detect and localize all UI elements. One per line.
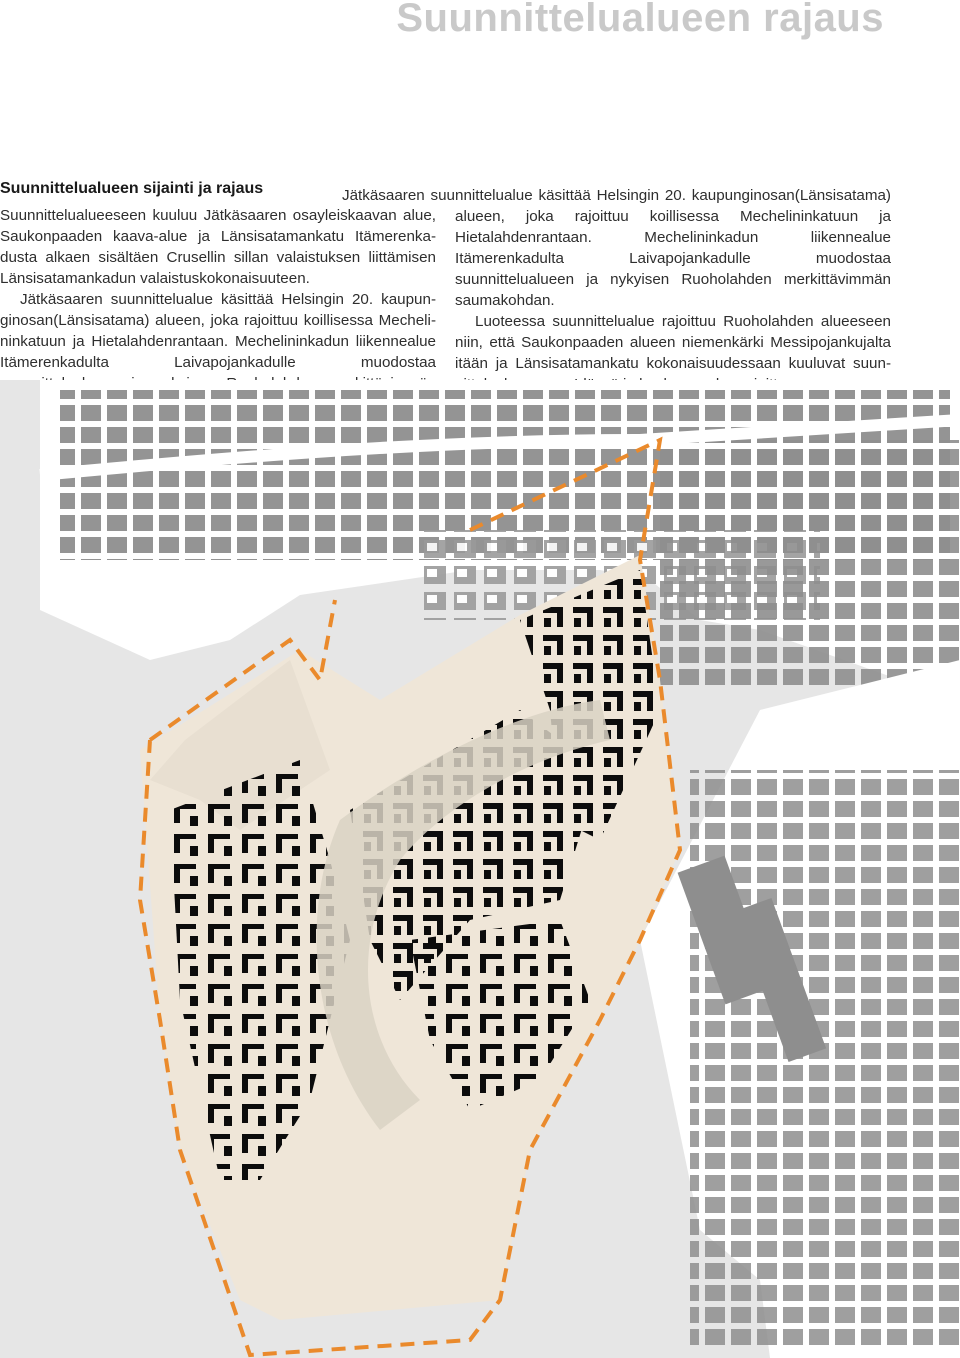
section-heading: Suunnittelualueen sijainti ja rajaus	[0, 180, 264, 197]
text-column-right	[342, 185, 891, 395]
paragraph-1: Suunnittelualueeseen kuuluu Jätkäsaaren osayleiskaavan alue, Saukonpaaden kaava-alue ja Länsisatamankatu Itämerenkadusta alkaen sisältäen Crusellin sillan valaistuksen liittämisen Länsisatamankadun valaistuskokonaisuuteen.	[0, 207, 436, 287]
paragraph-2: Jätkäsaaren suunnittelualue käsittää Helsingin 20. kaupunginosan(Länsisatama) alueen, joka rajoittuu koillisessa Mechelininkatuun ja Hietalahdenrantaan. Mechelininkadun liikennealue Itämerenkadulta Laivapojankadulle muodostaa	[0, 291, 436, 371]
paragraph-3: Luoteessa suunnittelualue rajoittuu Ruoholahden alueeseen niin, että Saukonpaaden alueen niemenkärki Messipojankujalta itään ja Länsisatamankatu kokonaisuudessaan kuuluvat suun	[455, 313, 891, 372]
page-title: Suunnittelualueen rajaus	[396, 0, 884, 40]
east-warehouses	[690, 770, 960, 1350]
city-blocks-east	[660, 440, 960, 690]
paragraph-2-continued: Jätkäsaaren suunnittelualue käsittää Helsingin 20. kaupunginosan(Länsisatama) alueen, joka rajoittuu koillisessa Mechelininkatuun ja Hietalahdenrantaan. Mechelininkadun liikennealue Itämerenkadulta Laivapojankadulle muodostaa suunnittelualueen ja nykyisen Ruoholahden merkittävimmän saumakohdan.	[342, 187, 891, 309]
site-plan-map	[0, 380, 960, 1358]
